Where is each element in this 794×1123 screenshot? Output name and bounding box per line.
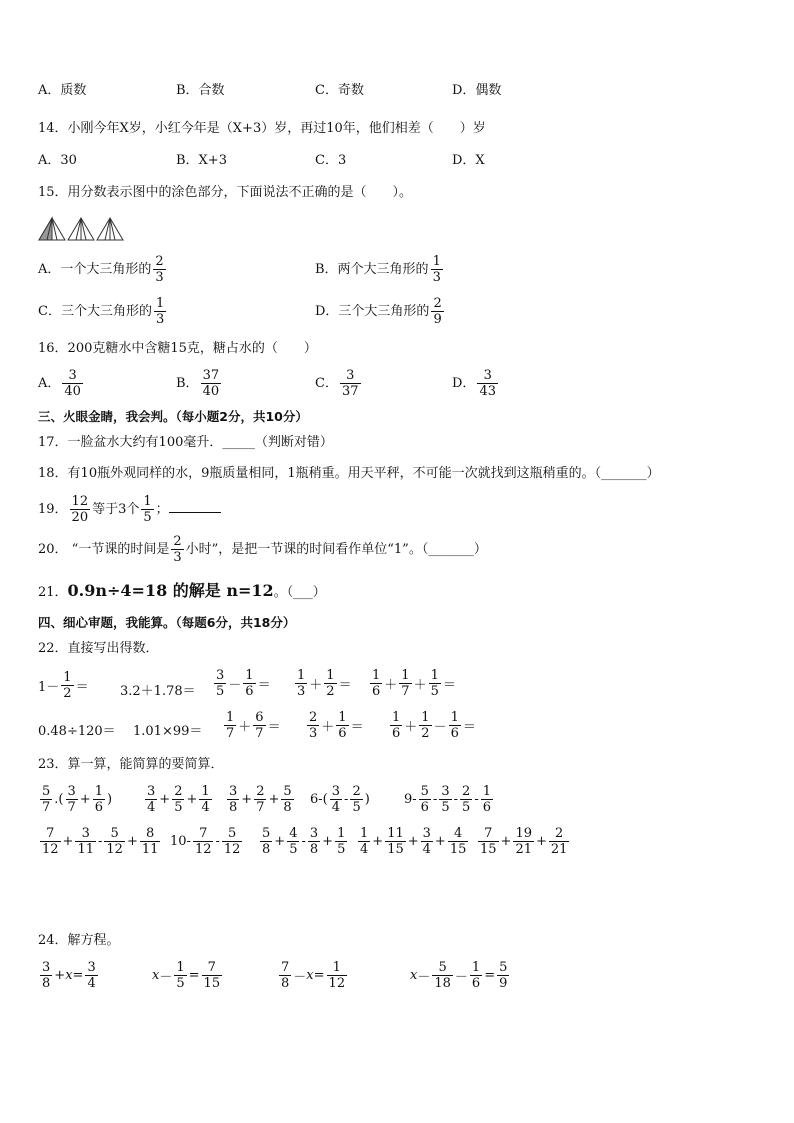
q23-text: 23．算一算，能简算的要简算． xyxy=(38,757,224,772)
q15-text: 15．用分数表示图中的涂色部分，下面说法不正确的是（ ）。 xyxy=(38,185,413,200)
q22-expr-4: $\frac{1}{3}$ ＋ $\frac{1}{2}$ ＝ xyxy=(297,668,352,699)
q16-text: 16．200克糖水中含糖15克，糖占水的（ ） xyxy=(38,341,317,356)
q24-equation-4: x－ $\frac{5}{18}$ － $\frac{1}{6}$ = $\frac{5}{9}$ xyxy=(410,960,508,991)
q16-option-c: C． $\frac{3}{37}$ xyxy=(315,368,359,399)
q22-expr-1: 1－ $\frac{1}{2}$ ＝ xyxy=(38,670,89,701)
q19-text: 19． $\frac{12}{20}$ 等于3个 $\frac{1}{5}$ ； xyxy=(38,494,221,525)
q23-expr-1: $\frac{5}{7}$ .( $\frac{3}{7}$ + $\frac{1}{6}$ ) xyxy=(42,784,113,815)
q15-option-a: A．一个大三角形的 $\frac{2}{3}$ xyxy=(38,254,164,285)
q17-text: 17．一脸盆水大约有100毫升．_____（判断对错） xyxy=(38,435,333,450)
triangle-figure xyxy=(38,216,128,242)
section-4-heading: 四、细心审题，我能算。（每题6分，共18分） xyxy=(38,615,296,630)
q15-option-b: B．两个大三角形的 $\frac{1}{3}$ xyxy=(315,254,441,285)
q23-expr-8: $\frac{5}{8}$ + $\frac{4}{5}$ - $\frac{3}{8}$ + $\frac{1}{5}$ xyxy=(262,826,346,857)
q14-option-d: D．X xyxy=(452,153,485,168)
q24-equation-3: $\frac{7}{8}$ －x= $\frac{1}{12}$ xyxy=(281,960,346,991)
q22-expr-9: $\frac{2}{3}$ ＋ $\frac{1}{6}$ ＝ xyxy=(309,710,364,741)
q22-expr-10: $\frac{1}{6}$ ＋ $\frac{1}{2}$ － $\frac{1}{6}$ ＝ xyxy=(392,710,476,741)
q13-option-b: B．合数 xyxy=(176,83,225,98)
q22-expr-2: 3.2＋1.78＝ xyxy=(120,684,196,699)
q23-expr-6: $\frac{7}{12}$ + $\frac{3}{11}$ - $\frac{5}{12}$ + $\frac{8}{11}$ xyxy=(42,826,159,857)
q15-option-d: D．三个大三角形的 $\frac{2}{9}$ xyxy=(315,296,442,327)
q21-text: 21．0.9n÷4=18 的解是 n=12。（___） xyxy=(38,581,326,600)
q13-option-c: C．奇数 xyxy=(315,83,364,98)
q22-expr-8: $\frac{1}{7}$ ＋ $\frac{6}{7}$ ＝ xyxy=(226,710,281,741)
q18-text: 18．有10瓶外观同样的水，9瓶质量相同，1瓶稍重。用天平秤，不可能一次就找到这瓶稍重的。（_______） xyxy=(38,466,660,481)
q14-option-a: A．30 xyxy=(38,153,77,168)
q23-expr-9: $\frac{1}{4}$ + $\frac{11}{15}$ + $\frac{3}{4}$ + $\frac{4}{15}$ xyxy=(360,826,467,857)
q13-option-d: D．偶数 xyxy=(452,83,502,98)
q23-expr-7: 10- $\frac{7}{12}$ - $\frac{5}{12}$ xyxy=(170,826,241,857)
q23-expr-10: $\frac{7}{15}$ + $\frac{19}{21}$ + $\frac{2}{21}$ xyxy=(480,826,568,857)
section-3-heading: 三、火眼金睛，我会判。（每小题2分，共10分） xyxy=(38,409,308,424)
q24-text: 24．解方程。 xyxy=(38,933,120,948)
q14-option-b: B．X+3 xyxy=(176,153,227,168)
q16-option-b: B． $\frac{37}{40}$ xyxy=(176,368,220,399)
q23-expr-5: 9- $\frac{5}{6}$ - $\frac{3}{5}$ - $\frac{2}{5}$ - $\frac{1}{6}$ xyxy=(404,784,492,815)
q23-expr-3: $\frac{3}{8}$ + $\frac{2}{7}$ + $\frac{5}{8}$ xyxy=(229,784,292,815)
q24-equation-2: x－ $\frac{1}{5}$ = $\frac{7}{15}$ xyxy=(152,960,221,991)
q22-expr-7: 1.01×99＝ xyxy=(133,724,203,739)
q22-expr-5: $\frac{1}{6}$ ＋ $\frac{1}{7}$ ＋ $\frac{1}{5}$ ＝ xyxy=(372,668,456,699)
q22-expr-6: 0.48÷120＝ xyxy=(38,724,116,739)
q13-option-a: A．质数 xyxy=(38,83,87,98)
q22-expr-3: $\frac{3}{5}$ － $\frac{1}{6}$ ＝ xyxy=(216,668,271,699)
q14-option-c: C．3 xyxy=(315,153,347,168)
q14-text: 14．小刚今年X岁，小红今年是（X+3）岁，再过10年，他们相差（ ）岁 xyxy=(38,121,486,136)
q23-expr-4: 6-( $\frac{3}{4}$ - $\frac{2}{5}$ ) xyxy=(310,784,370,815)
q16-option-d: D． $\frac{3}{43}$ xyxy=(452,368,496,399)
q23-expr-2: $\frac{3}{4}$ + $\frac{2}{5}$ + $\frac{1}{4}$ xyxy=(147,784,210,815)
q16-option-a: A． $\frac{3}{40}$ xyxy=(38,368,81,399)
q24-equation-1: $\frac{3}{8}$ +x= $\frac{3}{4}$ xyxy=(42,960,96,991)
q20-text: 20． “一节课的时间是 $\frac{2}{3}$ 小时”，是把一节课的时间看作单位“1”。（_______） xyxy=(38,534,487,565)
q22-text: 22．直接写出得数． xyxy=(38,641,159,656)
q15-option-c: C．三个大三角形的 $\frac{1}{3}$ xyxy=(38,296,165,327)
